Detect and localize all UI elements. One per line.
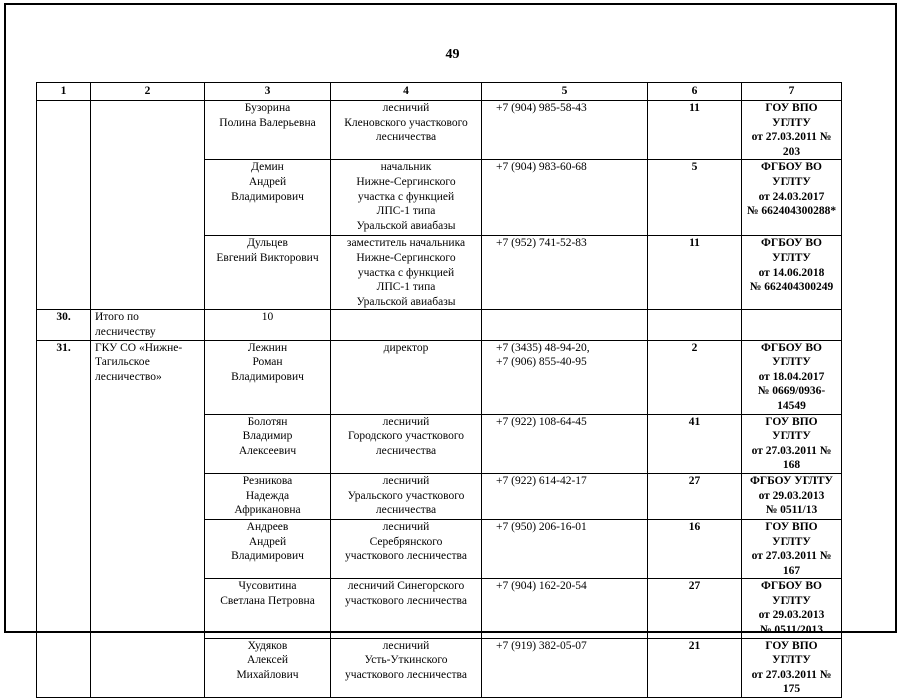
experience-cell: 21 xyxy=(648,638,742,697)
education-cell: ФГБОУ ВО УГЛТУ от 24.03.2017 № 662404300288* xyxy=(742,160,842,236)
phone-cell: +7 (952) 741-52-83 xyxy=(482,236,648,310)
employee-name-cell: Худяков Алексей Михайлович xyxy=(205,638,331,697)
education-cell: ФГБОУ ВО УГЛТУ от 14.06.2018 № 662404300249 xyxy=(742,236,842,310)
column-header: 4 xyxy=(331,83,482,101)
employee-name-cell: Демин Андрей Владимирович xyxy=(205,160,331,236)
position-cell: лесничий Серебрянского участкового лесничества xyxy=(331,519,482,578)
education-cell: ФГБОУ ВО УГЛТУ от 29.03.2013 № 0511/2013 xyxy=(742,579,842,638)
employee-name-cell: Дульцев Евгений Викторович xyxy=(205,236,331,310)
column-header: 7 xyxy=(742,83,842,101)
forestry-name-cell: Итого по лесничеству xyxy=(91,310,205,340)
staff-table xyxy=(36,82,842,698)
phone-cell: +7 (922) 108-64-45 xyxy=(482,414,648,473)
experience-cell: 11 xyxy=(648,236,742,310)
column-header: 6 xyxy=(648,83,742,101)
phone-cell: +7 (904) 985-58-43 xyxy=(482,101,648,160)
experience-cell: 27 xyxy=(648,473,742,519)
employee-name-cell: 10 xyxy=(205,310,331,340)
column-header: 2 xyxy=(91,83,205,101)
phone-cell xyxy=(482,310,648,340)
education-cell: ГОУ ВПО УГЛТУ от 27.03.2011 № 175 xyxy=(742,638,842,697)
phone-cell: +7 (922) 614-42-17 xyxy=(482,473,648,519)
table-row xyxy=(37,340,842,414)
table-header-row xyxy=(37,83,842,101)
employee-name-cell: Чусовитина Светлана Петровна xyxy=(205,579,331,638)
forestry-name-cell xyxy=(91,101,205,310)
table-row xyxy=(37,101,842,160)
education-cell: ГОУ ВПО УГЛТУ от 27.03.2011 № 167 xyxy=(742,519,842,578)
experience-cell: 27 xyxy=(648,579,742,638)
position-cell: заместитель начальника Нижне-Сергинского участка с функцией ЛПС-1 типа Уральской авиабазы xyxy=(331,236,482,310)
phone-cell: +7 (904) 983-60-68 xyxy=(482,160,648,236)
position-cell: лесничий Городского участкового лесничества xyxy=(331,414,482,473)
position-cell: лесничий Кленовского участкового лесничества xyxy=(331,101,482,160)
position-cell xyxy=(331,310,482,340)
phone-cell: +7 (904) 162-20-54 xyxy=(482,579,648,638)
education-cell: ГОУ ВПО УГЛТУ от 27.03.2011 № 168 xyxy=(742,414,842,473)
phone-cell: +7 (950) 206-16-01 xyxy=(482,519,648,578)
employee-name-cell: Андреев Андрей Владимирович xyxy=(205,519,331,578)
position-cell: директор xyxy=(331,340,482,414)
experience-cell: 16 xyxy=(648,519,742,578)
position-cell: лесничий Усть-Уткинского участкового лесничества xyxy=(331,638,482,697)
row-number-cell xyxy=(37,101,91,310)
page-number: 49 xyxy=(445,47,460,62)
education-cell: ФГБОУ ВО УГЛТУ от 18.04.2017 № 0669/0936-14549 xyxy=(742,340,842,414)
experience-cell xyxy=(648,310,742,340)
row-number-cell: 31. xyxy=(37,340,91,697)
phone-cell: +7 (3435) 48-94-20, +7 (906) 855-40-95 xyxy=(482,340,648,414)
experience-cell: 2 xyxy=(648,340,742,414)
position-cell: лесничий Уральского участкового лесничества xyxy=(331,473,482,519)
employee-name-cell: Резникова Надежда Африкановна xyxy=(205,473,331,519)
forestry-name-cell: ГКУ СО «Нижне- Тагильское лесничество» xyxy=(91,340,205,697)
phone-cell: +7 (919) 382-05-07 xyxy=(482,638,648,697)
employee-name-cell: Лежнин Роман Владимирович xyxy=(205,340,331,414)
experience-cell: 11 xyxy=(648,101,742,160)
column-header: 5 xyxy=(482,83,648,101)
education-cell xyxy=(742,310,842,340)
experience-cell: 5 xyxy=(648,160,742,236)
experience-cell: 41 xyxy=(648,414,742,473)
position-cell: начальник Нижне-Сергинского участка с функцией ЛПС-1 типа Уральской авиабазы xyxy=(331,160,482,236)
column-header: 1 xyxy=(37,83,91,101)
education-cell: ФГБОУ УГЛТУ от 29.03.2013 № 0511/13 xyxy=(742,473,842,519)
column-header: 3 xyxy=(205,83,331,101)
employee-name-cell: Бузорина Полина Валерьевна xyxy=(205,101,331,160)
position-cell: лесничий Синегорского участкового лесничества xyxy=(331,579,482,638)
table-row xyxy=(37,310,842,340)
row-number-cell: 30. xyxy=(37,310,91,340)
employee-name-cell: Болотян Владимир Алексеевич xyxy=(205,414,331,473)
education-cell: ГОУ ВПО УГЛТУ от 27.03.2011 № 203 xyxy=(742,101,842,160)
